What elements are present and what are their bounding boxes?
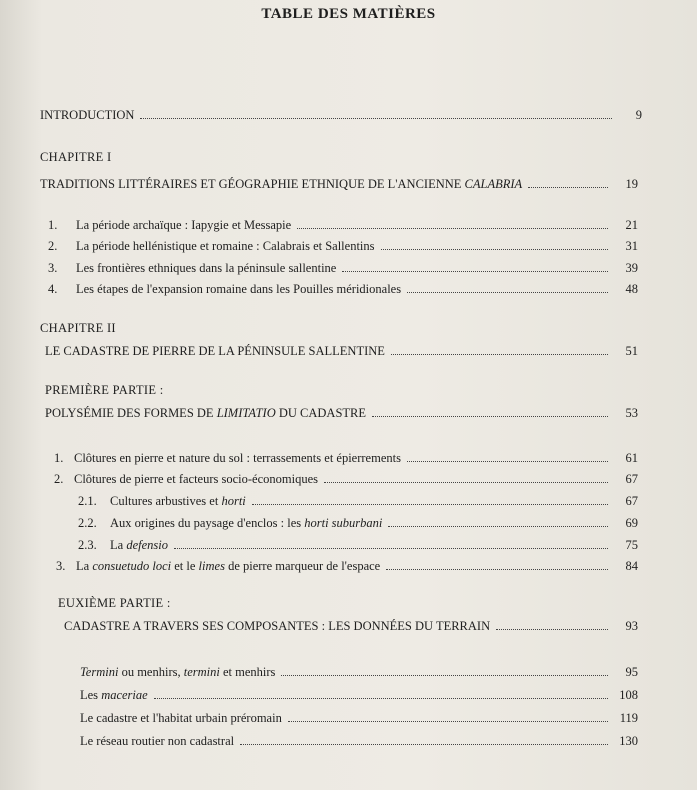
toc-entry[interactable] <box>80 665 638 680</box>
leader-dots <box>388 526 608 527</box>
toc-entry[interactable]: 4. Les étapes de l'expansion romaine dans les Pouilles méridionales 48 <box>48 282 638 296</box>
page-number: 93 <box>625 619 638 633</box>
entry-label: La defensio <box>110 538 168 552</box>
toc-entry[interactable]: 1. La période archaïque : Iapygie et Messapie 21 <box>48 218 638 232</box>
leader-dots <box>288 721 608 722</box>
page-title: TABLE DES MATIÈRES <box>261 6 436 22</box>
leader-dots <box>407 461 608 462</box>
page-number: 84 <box>625 559 638 573</box>
leader-dots <box>154 698 608 699</box>
toc-entry-part-1[interactable] <box>45 406 638 421</box>
entry-label: POLYSÉMIE DES FORMES DE LIMITATIO DU CADASTRE <box>45 406 367 420</box>
leader-dots <box>140 118 612 119</box>
leader-dots <box>496 629 608 630</box>
page-number: 39 <box>625 261 638 275</box>
entry-label: Aux origines du paysage d'enclos : les horti suburbani <box>110 516 383 530</box>
page-number: 95 <box>625 665 638 679</box>
leader-dots <box>174 548 608 549</box>
page-number: 61 <box>625 451 638 465</box>
toc-entry[interactable]: 2.3. La defensio 75 <box>78 538 638 552</box>
entry-label: Le réseau routier non cadastral <box>80 734 235 748</box>
page-number: 119 <box>619 711 638 725</box>
entry-label: Les frontières ethniques dans la péninsule sallentine <box>76 261 337 275</box>
page-number: 69 <box>625 516 638 530</box>
toc-entry-chapter-1[interactable] <box>40 177 638 192</box>
leader-dots <box>386 569 608 570</box>
entry-label: La consuetudo loci et le limes de pierre marqueur de l'espace <box>76 559 381 573</box>
entry-label: Les étapes de l'expansion romaine dans les Pouilles méridionales <box>76 282 402 296</box>
toc-entry[interactable] <box>80 688 638 703</box>
entry-label: Clôtures en pierre et nature du sol : terrassements et épierrements <box>74 451 401 465</box>
part-heading: EUXIÈME PARTIE : <box>58 596 171 610</box>
entry-label: LE CADASTRE DE PIERRE DE LA PÉNINSULE SALLENTINE <box>45 344 385 358</box>
page-number: 67 <box>625 472 638 486</box>
toc-entry[interactable]: 3. La consuetudo loci et le limes de pierre marqueur de l'espace 84 <box>56 559 638 573</box>
toc-entry-introduction[interactable] <box>40 108 642 123</box>
leader-dots <box>372 416 608 417</box>
toc-entry[interactable] <box>80 734 638 749</box>
toc-entry[interactable]: 2. La période hellénistique et romaine : Calabrais et Sallentins 31 <box>48 239 638 253</box>
page-number: 19 <box>625 177 638 191</box>
toc-entry[interactable]: 1. Clôtures en pierre et nature du sol : terrassements et épierrements 61 <box>54 451 638 465</box>
toc-entry[interactable]: 2.2. Aux origines du paysage d'enclos : les horti suburbani 69 <box>78 516 638 530</box>
leader-dots <box>240 744 608 745</box>
part-heading: PREMIÈRE PARTIE : <box>45 383 164 397</box>
leader-dots <box>297 228 608 229</box>
entry-label: Termini ou menhirs, termini et menhirs <box>80 665 276 679</box>
entry-label: Le cadastre et l'habitat urbain préromain <box>80 711 282 725</box>
page-number: 48 <box>625 282 638 296</box>
leader-dots <box>391 354 608 355</box>
chapter-heading: CHAPITRE II <box>40 321 116 335</box>
toc-entry[interactable] <box>80 711 638 726</box>
leader-dots <box>342 271 608 272</box>
page-number: 51 <box>625 344 638 358</box>
page-number: 21 <box>625 218 638 232</box>
page-number: 31 <box>625 239 638 253</box>
toc-entry-chapter-2[interactable] <box>45 344 638 359</box>
entry-label: Clôtures de pierre et facteurs socio-économiques <box>74 472 319 486</box>
toc-entry[interactable]: 3. Les frontières ethniques dans la péninsule sallentine 39 <box>48 261 638 275</box>
leader-dots <box>381 249 608 250</box>
toc-entry[interactable]: 2.1. Cultures arbustives et horti 67 <box>78 494 638 508</box>
toc-entry[interactable]: 2. Clôtures de pierre et facteurs socio-économiques 67 <box>54 472 638 486</box>
leader-dots <box>324 482 608 483</box>
toc-entry-part-2[interactable] <box>64 619 638 634</box>
entry-label: CADASTRE A TRAVERS SES COMPOSANTES : LES DONNÉES DU TERRAIN <box>64 619 491 633</box>
page-number: 67 <box>625 494 638 508</box>
entry-label: Les maceriae <box>80 688 148 702</box>
entry-label: INTRODUCTION <box>40 108 135 122</box>
page-number: 108 <box>619 688 638 702</box>
entry-label: TRADITIONS LITTÉRAIRES ET GÉOGRAPHIE ETHNIQUE DE L'ANCIENNE CALABRIA <box>40 177 523 191</box>
leader-dots <box>528 187 608 188</box>
page-number: 130 <box>619 734 638 748</box>
leader-dots <box>281 675 608 676</box>
page-number: 75 <box>625 538 638 552</box>
entry-label: La période archaïque : Iapygie et Messapie <box>76 218 292 232</box>
entry-label: Cultures arbustives et horti <box>110 494 246 508</box>
page-number: 9 <box>635 108 642 122</box>
entry-label: La période hellénistique et romaine : Calabrais et Sallentins <box>76 239 375 253</box>
leader-dots <box>407 292 608 293</box>
leader-dots <box>252 504 608 505</box>
chapter-heading: CHAPITRE I <box>40 150 112 164</box>
page-number: 53 <box>625 406 638 420</box>
